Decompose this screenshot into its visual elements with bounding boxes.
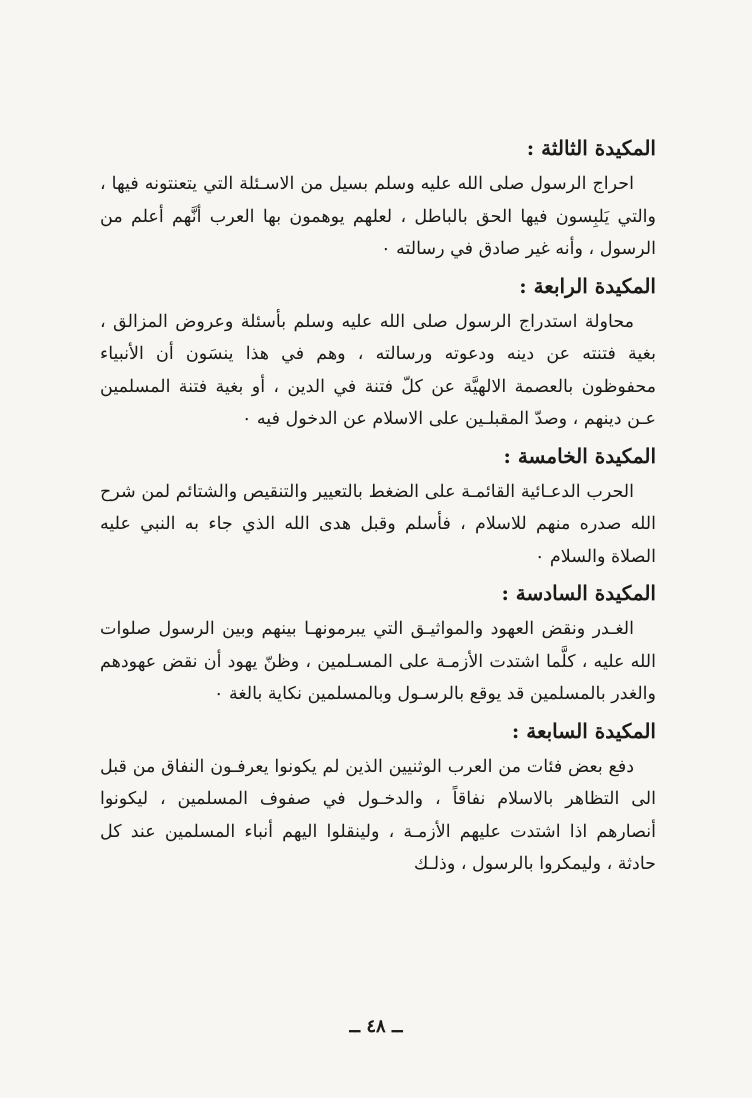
section-paragraph: احراج الرسول صلى الله عليه وسلم بسيل من الاسـئلة التي يتعنتونه فيها ، والتي يَلبِسون فيها الحق بالباطل ، لعلهم يوهمون بها العرب أنَّهم أعلم من الرسول ، وأنه غير صادق في رسالته ٠: [100, 174, 656, 259]
section-seventh-plot: [100, 715, 656, 881]
section-paragraph: محاولة استدراج الرسول صلى الله عليه وسلم بأسئلة وعروض المزالق ، بغية فتنته عن دينه ودعوته ورسالته ، وهم في هذا ينسَون أن الأنبياء محفوظون بالعصمة الالهيَّة عن كلّ فتنة في الدين ، أو بغية فتنة المسلمين عـن دينهم ، وصدّ المقبلـين على الاسلام عن الدخول فيه ٠: [100, 311, 656, 429]
section-heading: المكيدة الخامسة :: [503, 443, 656, 468]
section-sixth-plot: [100, 577, 656, 711]
section-heading: المكيدة السادسة :: [501, 581, 656, 605]
page-number: ــ ٤٨ ــ: [349, 1016, 403, 1037]
section-heading: المكيدة الثالثة :: [526, 136, 656, 160]
section-third-plot: [100, 132, 656, 266]
section-paragraph: الغـدر ونقض العهود والمواثيـق التي يبرمونهـا بينهم وبين الرسول صلوات الله عليه ، كلَّما اشتدت الأزمـة على المسـلمين ، وظنّ يهود أن نقض عهودهم والغدر بالمسلمين قد يوقع بالرسـول وبالمسلمين نكاية بالغة ٠: [100, 619, 656, 704]
section-paragraph: الحرب الدعـائية القائمـة على الضغط بالتعيير والتنقيص والشتائم لمن شرح الله صدره منهم للاسلام ، فأسلم وقبل هدى الله الذي جاء به النبي عليه الصلاة والسلام ٠: [100, 481, 656, 567]
section-fifth-plot: [100, 440, 656, 574]
section-heading: المكيدة الرابعة :: [519, 273, 656, 298]
section-paragraph: دفع بعض فئات من العرب الوثنيين الذين لم يكونوا يعرفـون النفاق من قبل الى التظاهر بالاسلام نفاقاً ، والدخـول في صفوف المسلمين ، ليكونوا أنصارهم اذا اشتدت عليهم الأزمـة ، ولينقلوا اليهم أنباء المسلمين عند كل حادثة ، وليمكروا بالرسول ، وذلـك: [100, 756, 656, 874]
section-fourth-plot: [100, 270, 656, 436]
section-heading: المكيدة السابعة :: [511, 718, 656, 743]
